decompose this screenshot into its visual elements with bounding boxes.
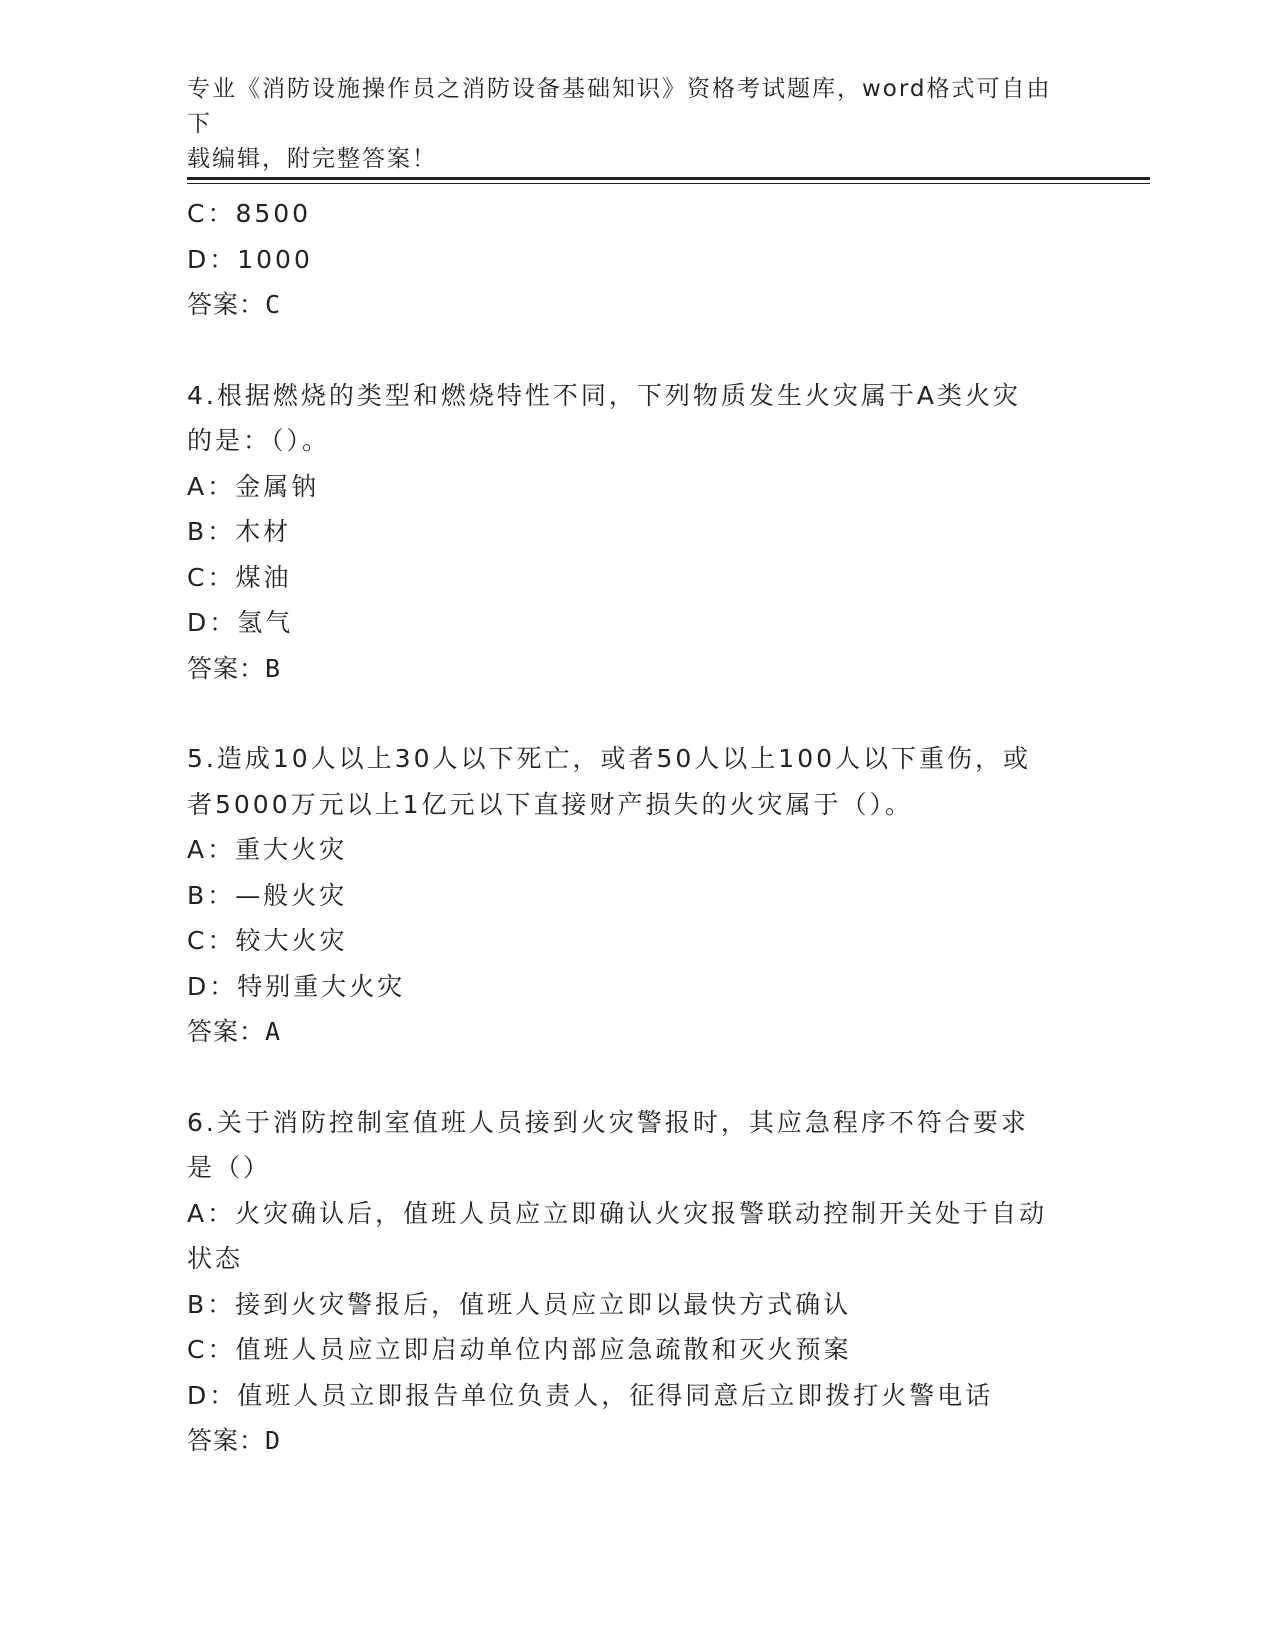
question-stem: 4.根据燃烧的类型和燃烧特性不同，下列物质发生火灾属于A类火灾: [187, 380, 1021, 410]
question-block-3: [187, 191, 1087, 328]
option-b: B：—般火灾: [187, 880, 348, 910]
spacer: [187, 328, 1087, 373]
header-line-1: 专业《消防设施操作员之消防设备基础知识》资格考试题库，word格式可自由下: [187, 76, 1052, 137]
option-c: C：煤油: [187, 562, 292, 592]
option-a-continued: 状态: [187, 1244, 244, 1273]
question-block-6: [187, 1100, 1087, 1464]
option-b: B：接到火灾警报后，值班人员应立即以最快方式确认: [187, 1289, 852, 1319]
option-d: D：值班人员立即报告单位负责人，征得同意后立即拨打火警电话: [187, 1380, 994, 1410]
question-stem: 5.造成10人以上30人以下死亡，或者50人以上100人以下重伤，或: [187, 744, 1032, 773]
answer-line: 答案：D: [187, 1426, 282, 1455]
answer-line: 答案：A: [187, 1017, 282, 1046]
header-divider-thin: [187, 183, 1150, 184]
spacer: [187, 691, 1087, 736]
option-a: A：火灾确认后，值班人员应立即确认火灾报警联动控制开关处于自动: [187, 1198, 1048, 1228]
option-d: D：1000: [187, 244, 313, 274]
answer-line: 答案：B: [187, 653, 282, 683]
question-block-5: [187, 736, 1087, 1055]
option-c: C：8500: [187, 199, 312, 228]
header-divider-thick: [187, 177, 1150, 180]
question-stem-continued: 者5000万元以上1亿元以下直接财产损失的火灾属于（）。: [187, 789, 914, 819]
document-header: [187, 72, 1067, 177]
option-d: D：氢气: [187, 608, 294, 637]
option-c: C：较大火灾: [187, 926, 348, 955]
option-a: A：金属钠: [187, 471, 320, 501]
answer-line: 答案：C: [187, 290, 282, 319]
option-b: B：木材: [187, 517, 292, 546]
question-stem: 6.关于消防控制室值班人员接到火灾警报时，其应急程序不符合要求: [187, 1107, 1029, 1137]
question-stem-continued: 的是：（）。: [187, 426, 331, 455]
question-stem-continued: 是（）: [187, 1153, 272, 1182]
header-line-2: 载编辑，附完整答案！: [187, 146, 437, 172]
spacer: [187, 1055, 1087, 1100]
option-d: D：特别重大火灾: [187, 971, 406, 1001]
option-a: A：重大火灾: [187, 835, 348, 864]
option-c: C：值班人员应立即启动单位内部应急疏散和灭火预案: [187, 1335, 852, 1364]
question-block-4: [187, 373, 1087, 692]
question-list: [187, 191, 1087, 1464]
